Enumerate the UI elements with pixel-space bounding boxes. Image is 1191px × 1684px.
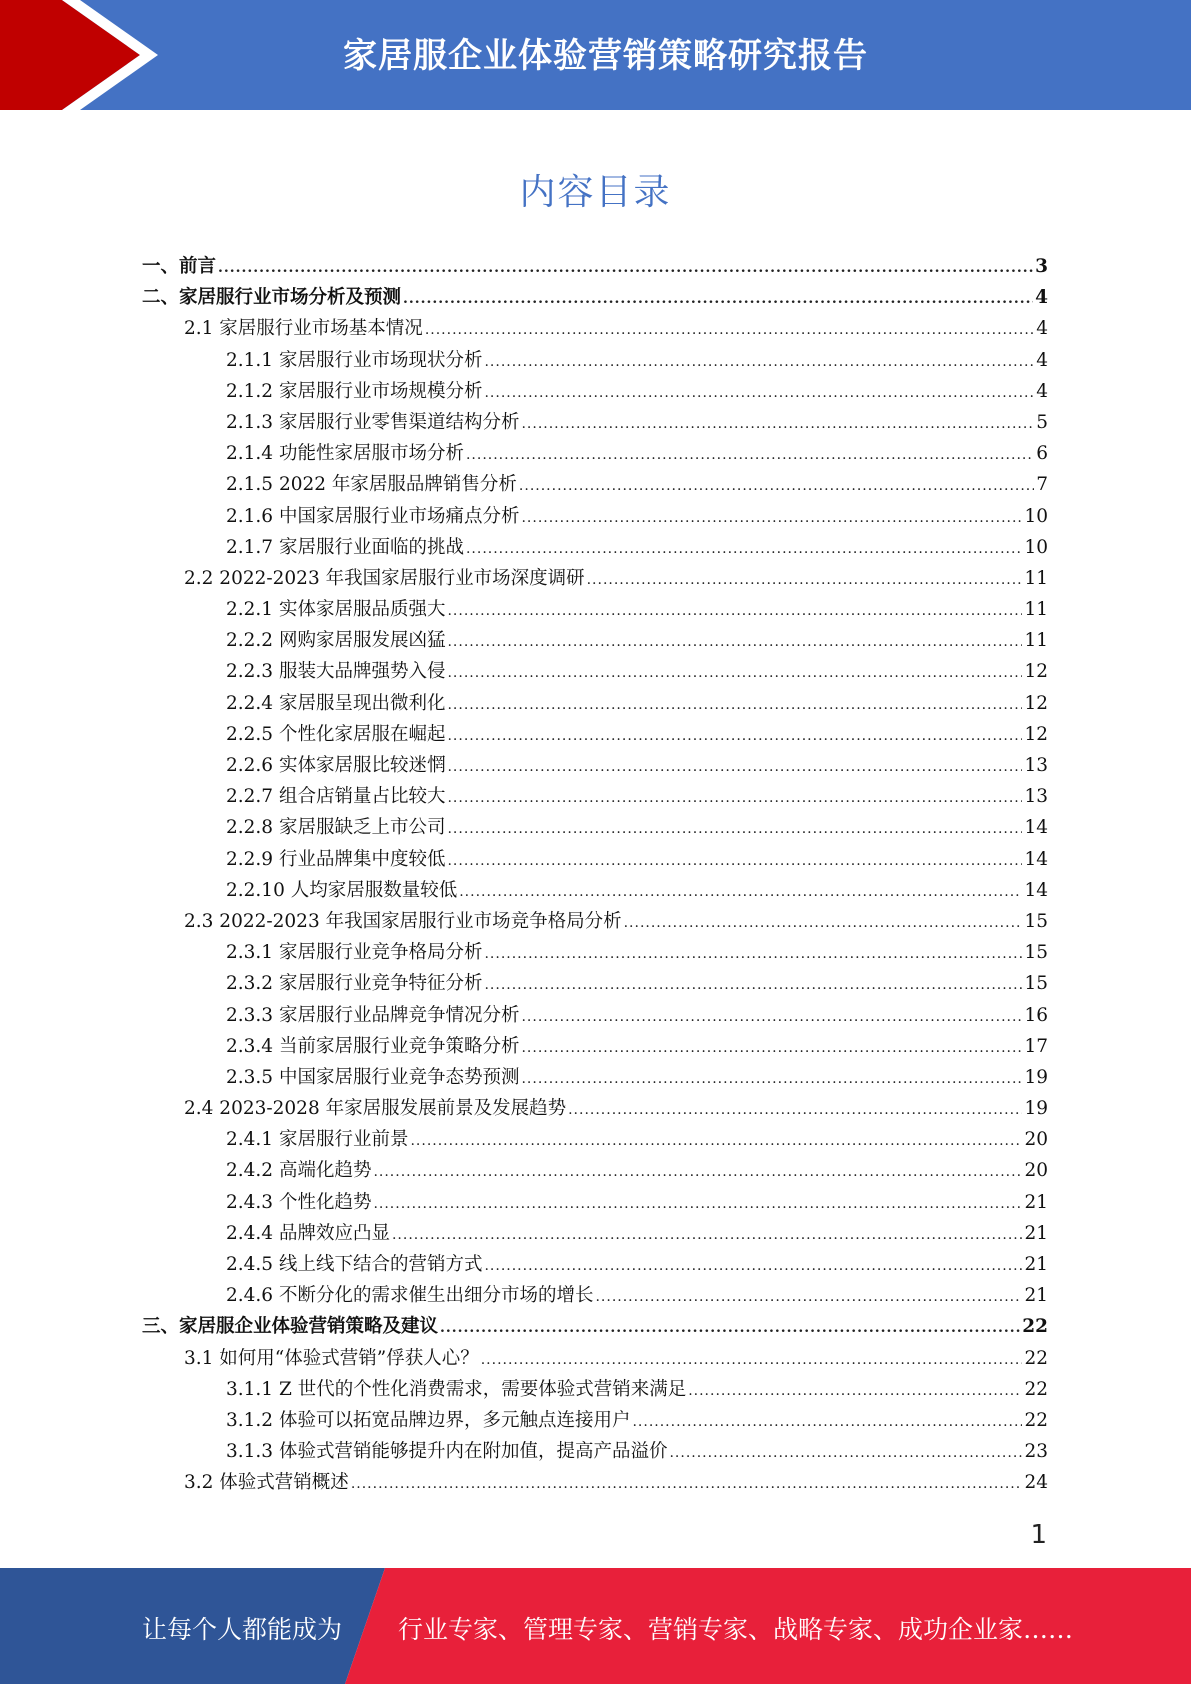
toc-entry[interactable] [142, 626, 1048, 657]
toc-entry-page: 22 [1024, 1378, 1048, 1400]
toc-entry-page: 14 [1024, 879, 1048, 901]
toc-entry-label: 3.2 体验式营销概述 [184, 1472, 349, 1494]
toc-entry[interactable] [142, 1344, 1048, 1375]
toc-entry[interactable] [142, 1219, 1048, 1250]
toc-entry-page: 23 [1024, 1441, 1048, 1463]
toc-leader-dots [392, 1227, 1022, 1243]
toc-entry-label: 3.1.1 Z 世代的个性化消费需求，需要体验式营销来满足 [226, 1378, 687, 1400]
footer-slogan-right: 行业专家、管理专家、营销专家、战略专家、成功企业家…… [398, 1615, 1074, 1644]
toc-leader-dots [447, 821, 1022, 837]
toc-leader-dots [447, 697, 1022, 713]
toc-entry-page: 14 [1024, 817, 1048, 839]
toc-entry-page: 13 [1024, 786, 1048, 808]
toc-entry[interactable] [142, 876, 1048, 907]
toc-entry-label: 2.1 家居服行业市场基本情况 [184, 318, 423, 340]
toc-leader-dots [447, 728, 1022, 744]
toc-entry[interactable] [142, 1032, 1048, 1063]
toc-entry-label: 2.2.8 家居服缺乏上市公司 [226, 817, 446, 839]
toc-entry-label: 2.2.6 实体家居服比较迷惘 [226, 755, 446, 776]
toc-leader-dots [481, 1352, 1023, 1368]
toc-entry-label: 2.3.2 家居服行业竞争特征分析 [226, 973, 483, 995]
toc-leader-dots [447, 603, 1022, 619]
toc-entry-label: 2.2.10 人均家居服数量较低 [226, 879, 458, 901]
toc-entry-page: 4 [1036, 349, 1048, 371]
toc-entry-page: 10 [1024, 536, 1048, 558]
toc-entry-page: 4 [1036, 318, 1048, 340]
toc-entry-label: 2.1.5 2022 年家居服品牌销售分析 [226, 474, 517, 496]
toc-leader-dots [624, 915, 1023, 931]
toc-leader-dots [484, 977, 1022, 993]
toc-entry[interactable] [142, 439, 1048, 470]
toc-leader-dots [521, 510, 1022, 526]
toc-leader-dots [351, 1476, 1023, 1492]
toc-entry[interactable] [142, 1250, 1048, 1281]
toc-leader-dots [447, 665, 1022, 681]
toc-entry[interactable] [142, 533, 1048, 564]
page-number: 1 [1030, 1520, 1047, 1550]
toc-entry[interactable] [142, 252, 1048, 283]
footer-band [0, 1568, 1191, 1684]
toc-entry-page: 5 [1036, 411, 1048, 433]
toc-entry-label: 2.4 2023-2028 年家居服发展前景及发展趋势 [184, 1098, 567, 1120]
toc-entry-page: 22 [1022, 1316, 1048, 1338]
toc-entry[interactable] [142, 751, 1048, 782]
toc-leader-dots [218, 260, 1033, 276]
toc-leader-dots [403, 291, 1033, 307]
toc-entry[interactable] [142, 377, 1048, 408]
toc-entry-page: 12 [1024, 661, 1048, 683]
toc-leader-dots [410, 1133, 1022, 1149]
toc-entry-label: 2.2.9 行业品牌集中度较低 [226, 848, 446, 870]
toc-leader-dots [447, 759, 1022, 775]
toc-entry[interactable] [142, 1468, 1048, 1499]
toc-entry-label: 2.1.4 功能性家居服市场分析 [226, 443, 464, 465]
toc-list [142, 252, 1048, 1500]
toc-entry-page: 11 [1024, 599, 1048, 621]
toc-entry-page: 15 [1024, 973, 1048, 995]
toc-leader-dots [459, 884, 1022, 900]
toc-entry-label: 2.4.4 品牌效应凸显 [226, 1222, 390, 1244]
toc-entry[interactable] [142, 564, 1048, 595]
toc-entry-page: 21 [1024, 1222, 1048, 1244]
toc-entry-page: 13 [1024, 755, 1048, 776]
toc-entry[interactable] [142, 969, 1048, 1000]
toc-entry-label: 2.3.1 家居服行业竞争格局分析 [226, 942, 483, 964]
toc-entry[interactable] [142, 1312, 1048, 1343]
toc-leader-dots [521, 1071, 1022, 1087]
toc-leader-dots [447, 853, 1022, 869]
toc-leader-dots [373, 1196, 1022, 1212]
toc-entry[interactable] [142, 845, 1048, 876]
toc-leader-dots [632, 1414, 1022, 1430]
toc-entry-page: 4 [1035, 287, 1048, 309]
toc-leader-dots [440, 1320, 1020, 1336]
toc-leader-dots [447, 634, 1022, 650]
toc-entry-label: 2.2.4 家居服呈现出微利化 [226, 692, 446, 714]
toc-entry[interactable] [142, 470, 1048, 501]
toc-entry-page: 3 [1035, 256, 1048, 277]
toc-entry-page: 14 [1024, 848, 1048, 870]
toc-entry[interactable] [142, 595, 1048, 626]
toc-entry-label: 2.1.3 家居服行业零售渠道结构分析 [226, 411, 520, 433]
toc-entry[interactable] [142, 1406, 1048, 1437]
toc-entry-page: 11 [1024, 630, 1048, 652]
toc-entry-page: 10 [1024, 505, 1048, 527]
toc-entry[interactable] [142, 907, 1048, 938]
toc-entry-label: 3.1.2 体验可以拓宽品牌边界，多元触点连接用户 [226, 1409, 631, 1431]
toc-entry-label: 2.3.3 家居服行业品牌竞争情况分析 [226, 1004, 520, 1026]
toc-entry[interactable] [142, 1156, 1048, 1187]
toc-leader-dots [669, 1445, 1022, 1461]
toc-leader-dots [688, 1383, 1022, 1399]
toc-entry-label: 2.3 2022-2023 年我国家居服行业市场竞争格局分析 [184, 910, 622, 932]
toc-entry-page: 20 [1024, 1129, 1048, 1151]
toc-entry[interactable] [142, 283, 1048, 314]
toc-entry-page: 21 [1024, 1285, 1048, 1307]
toc-entry-page: 19 [1024, 1098, 1048, 1120]
toc-leader-dots [587, 572, 1023, 588]
toc-heading: 内容目录 [519, 172, 672, 213]
toc-entry-label: 2.4.1 家居服行业前景 [226, 1129, 409, 1151]
toc-entry-label: 2.2.2 网购家居服发展凶猛 [226, 630, 446, 652]
footer-slogan-left: 让每个人都能成为 [142, 1615, 343, 1644]
toc-entry-label: 2.2 2022-2023 年我国家居服行业市场深度调研 [184, 567, 585, 589]
toc-entry-label: 2.2.1 实体家居服品质强大 [226, 599, 446, 621]
toc-entry-page: 12 [1024, 723, 1048, 745]
toc-entry-label: 2.2.3 服装大品牌强势入侵 [226, 661, 446, 683]
toc-leader-dots [484, 1258, 1022, 1274]
toc-entry[interactable] [142, 1094, 1048, 1125]
toc-entry-page: 24 [1024, 1472, 1048, 1494]
toc-entry-page: 7 [1036, 474, 1048, 496]
toc-entry[interactable] [142, 1375, 1048, 1406]
toc-leader-dots [466, 541, 1022, 557]
toc-entry-page: 17 [1024, 1035, 1048, 1057]
toc-leader-dots [568, 1102, 1022, 1118]
toc-entry-label: 2.1.7 家居服行业面临的挑战 [226, 536, 464, 558]
toc-leader-dots [595, 1289, 1022, 1305]
toc-entry[interactable] [142, 1281, 1048, 1312]
toc-entry[interactable] [142, 938, 1048, 969]
toc-entry-label: 一、前言 [142, 256, 217, 277]
header-band [0, 0, 1191, 110]
toc-entry-label: 2.1.2 家居服行业市场规模分析 [226, 380, 483, 402]
toc-entry-label: 2.4.6 不断分化的需求催生出细分市场的增长 [226, 1285, 594, 1307]
toc-leader-dots [521, 416, 1034, 432]
toc-entry[interactable] [142, 689, 1048, 720]
toc-entry[interactable] [142, 813, 1048, 844]
toc-entry-label: 2.3.4 当前家居服行业竞争策略分析 [226, 1035, 520, 1057]
toc-entry-label: 二、家居服行业市场分析及预测 [142, 287, 402, 309]
toc-leader-dots [373, 1164, 1022, 1180]
toc-entry-label: 2.1.6 中国家居服行业市场痛点分析 [226, 505, 520, 527]
toc-entry-label: 2.4.3 个性化趋势 [226, 1191, 372, 1213]
toc-entry-label: 3.1 如何用“体验式营销”俘获人心？ [184, 1347, 479, 1369]
toc-leader-dots [521, 1009, 1022, 1025]
toc-leader-dots [521, 1040, 1022, 1056]
toc-leader-dots [484, 946, 1022, 962]
toc-entry-label: 2.4.5 线上线下结合的营销方式 [226, 1254, 483, 1275]
toc-entry-page: 15 [1024, 910, 1048, 932]
toc-entry-page: 6 [1036, 443, 1048, 465]
toc-leader-dots [466, 447, 1034, 463]
toc-entry[interactable] [142, 720, 1048, 751]
toc-leader-dots [484, 354, 1034, 370]
toc-entry[interactable] [142, 346, 1048, 377]
report-title: 家居服企业体验营销策略研究报告 [343, 36, 868, 76]
toc-entry-page: 20 [1024, 1160, 1048, 1182]
toc-entry-page: 15 [1024, 942, 1048, 964]
toc-entry-label: 三、家居服企业体验营销策略及建议 [142, 1316, 439, 1338]
toc-entry-page: 21 [1024, 1254, 1048, 1275]
toc-entry-page: 11 [1024, 567, 1048, 589]
toc-entry[interactable] [142, 314, 1048, 345]
toc-entry-label: 2.2.7 组合店销量占比较大 [226, 786, 446, 808]
toc-entry-page: 22 [1024, 1409, 1048, 1431]
toc-entry[interactable] [142, 1001, 1048, 1032]
toc-entry[interactable] [142, 1125, 1048, 1156]
toc-leader-dots [519, 478, 1034, 494]
toc-entry-label: 2.2.5 个性化家居服在崛起 [226, 723, 446, 745]
toc-entry[interactable] [142, 782, 1048, 813]
toc-entry-label: 2.3.5 中国家居服行业竞争态势预测 [226, 1066, 520, 1088]
toc-entry-page: 22 [1024, 1347, 1048, 1369]
toc-entry-label: 3.1.3 体验式营销能够提升内在附加值，提高产品溢价 [226, 1441, 668, 1463]
toc-entry-page: 19 [1024, 1066, 1048, 1088]
toc-entry-page: 4 [1036, 380, 1048, 402]
toc-entry-page: 21 [1024, 1191, 1048, 1213]
toc-entry[interactable] [142, 408, 1048, 439]
toc-entry[interactable] [142, 502, 1048, 533]
toc-entry-label: 2.1.1 家居服行业市场现状分析 [226, 349, 483, 371]
toc-entry-page: 12 [1024, 692, 1048, 714]
toc-entry-page: 16 [1024, 1004, 1048, 1026]
toc-entry[interactable] [142, 1437, 1048, 1468]
toc-leader-dots [447, 790, 1022, 806]
toc-leader-dots [425, 322, 1034, 338]
toc-leader-dots [484, 385, 1034, 401]
toc-entry-label: 2.4.2 高端化趋势 [226, 1160, 372, 1182]
toc-entry[interactable] [142, 1063, 1048, 1094]
toc-entry[interactable] [142, 1188, 1048, 1219]
toc-entry[interactable] [142, 657, 1048, 688]
